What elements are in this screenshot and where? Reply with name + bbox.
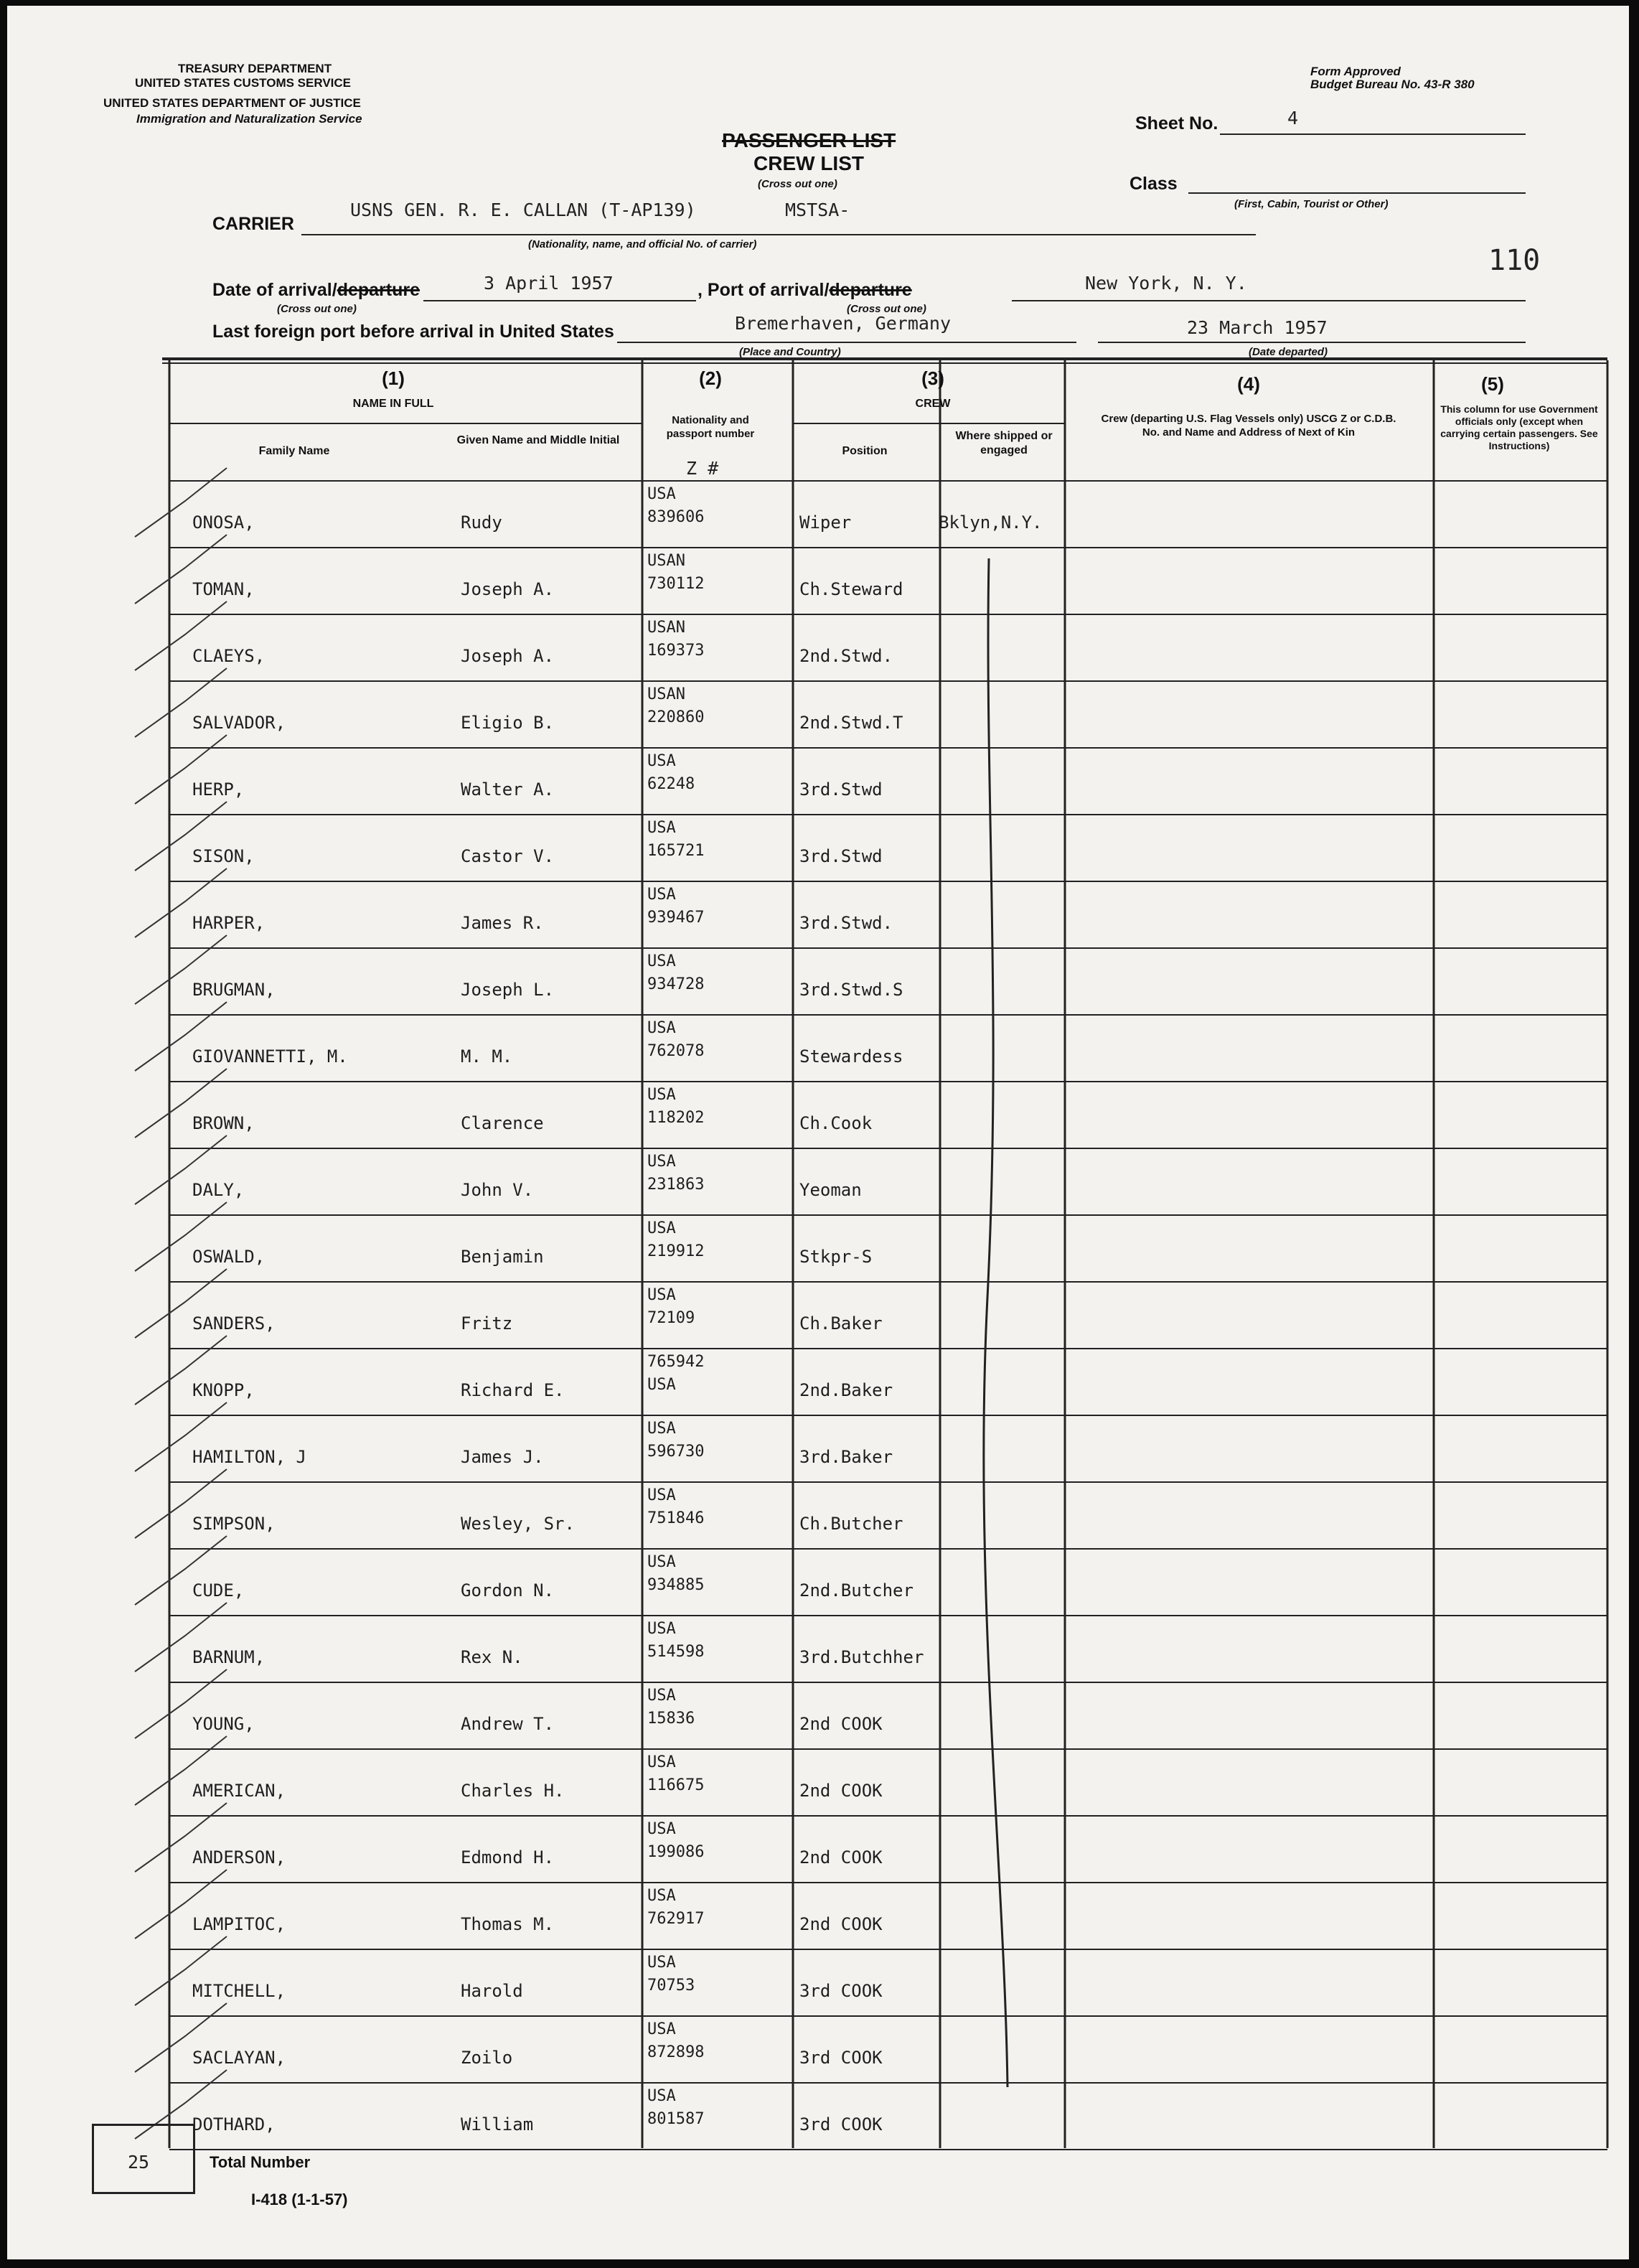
port-cross-note: (Cross out one) xyxy=(847,303,926,315)
given-name: William xyxy=(461,2114,534,2135)
col1-number: (1) xyxy=(382,367,405,389)
ditto-line xyxy=(984,558,1008,2087)
family-name: DOTHARD, xyxy=(192,2114,276,2135)
nationality: USA xyxy=(647,1753,676,1771)
check-mark xyxy=(135,1669,227,1738)
family-name: ANDERSON, xyxy=(192,1847,286,1868)
nationality: USA xyxy=(647,886,676,904)
passport-number: 872898 xyxy=(647,2043,705,2061)
passport-number: 762917 xyxy=(647,1910,705,1928)
given-name: Rudy xyxy=(461,512,502,533)
nationality: USA xyxy=(647,1420,676,1438)
family-name: MITCHELL, xyxy=(192,1981,286,2001)
given-name: Gordon N. xyxy=(461,1580,555,1601)
carrier-label: CARRIER xyxy=(212,214,294,234)
passport-number: 169373 xyxy=(647,642,705,660)
family-name: SISON, xyxy=(192,846,255,866)
given-name: Richard E. xyxy=(461,1380,565,1400)
family-name: HAMILTON, J xyxy=(192,1447,306,1467)
check-mark xyxy=(135,1536,227,1605)
form-approved-label: Form Approved xyxy=(1310,65,1401,78)
given-name: James R. xyxy=(461,913,544,933)
given-name: Zoilo xyxy=(461,2048,513,2068)
nationality: USA xyxy=(647,1019,676,1037)
passenger-list-struck: PASSENGER LIST xyxy=(722,129,896,151)
check-mark xyxy=(135,935,227,1004)
port-departure-struck: departure xyxy=(829,280,912,300)
form-id-label: I-418 (1-1-57) xyxy=(251,2190,348,2208)
nationality: 765942 xyxy=(647,1353,705,1371)
check-mark xyxy=(135,1936,227,2005)
passport-number: 934885 xyxy=(647,1576,705,1594)
check-mark xyxy=(135,1336,227,1405)
sheet-no-value: 4 xyxy=(1287,108,1299,128)
family-name: SIMPSON, xyxy=(192,1514,276,1534)
given-name: Wesley, Sr. xyxy=(461,1514,575,1534)
passport-number: 116675 xyxy=(647,1776,705,1794)
treasury-dept-label: TREASURY DEPARTMENT xyxy=(178,62,332,75)
nationality: USAN xyxy=(647,552,685,570)
check-marks xyxy=(7,6,1629,2259)
check-mark xyxy=(135,1135,227,1204)
position: Stewardess xyxy=(799,1046,903,1067)
family-name: SALVADOR, xyxy=(192,713,286,733)
date-departure-struck: departure xyxy=(337,280,420,300)
position: 3rd.Stwd xyxy=(799,846,883,866)
passport-number: 62248 xyxy=(647,775,695,793)
class-note: (First, Cabin, Tourist or Other) xyxy=(1234,198,1389,210)
check-mark xyxy=(135,1202,227,1271)
given-name: Rex N. xyxy=(461,1647,523,1667)
family-name: CLAEYS, xyxy=(192,646,266,666)
check-mark xyxy=(135,2003,227,2072)
customs-service-label: UNITED STATES CUSTOMS SERVICE xyxy=(135,76,352,90)
passport-number: 514598 xyxy=(647,1643,705,1661)
carrier-org: MSTSA- xyxy=(785,200,850,220)
crew-address-text: Crew (departing U.S. Flag Vessels only) USCG Z or C.D.B. No. and Name and Address of Next of Kin xyxy=(1101,413,1396,439)
nationality: USA xyxy=(647,952,676,970)
family-name: HARPER, xyxy=(192,913,266,933)
date-departed-value: 23 March 1957 xyxy=(1187,317,1328,338)
check-mark xyxy=(135,1603,227,1672)
date-arrival-text: Date of arrival/ xyxy=(212,280,337,300)
family-name: KNOPP, xyxy=(192,1380,255,1400)
position: 3rd.Butchher xyxy=(799,1647,924,1667)
nationality: USA xyxy=(647,1286,676,1304)
position: Wiper xyxy=(799,512,852,533)
position: 2nd COOK xyxy=(799,1714,883,1734)
crew-list-form xyxy=(7,6,1629,2259)
nationality: USA xyxy=(647,819,676,837)
nationality: USAN xyxy=(647,619,685,637)
nationality: USA xyxy=(647,1820,676,1838)
given-name: John V. xyxy=(461,1180,534,1200)
check-mark xyxy=(135,601,227,670)
nationality: USA xyxy=(647,1887,676,1905)
nationality: USA xyxy=(647,1687,676,1705)
col2-number: (2) xyxy=(699,367,722,389)
passport-number: 751846 xyxy=(647,1509,705,1527)
position: 2nd.Stwd. xyxy=(799,646,893,666)
gov-use-text: This column for use Government officials only (except when carrying certain passengers. See Instructions) xyxy=(1440,403,1598,451)
check-mark xyxy=(135,735,227,804)
given-name: Charles H. xyxy=(461,1781,565,1801)
given-name: Walter A. xyxy=(461,779,555,800)
check-mark xyxy=(135,802,227,871)
given-name: Eligio B. xyxy=(461,713,555,733)
passport-number: 839606 xyxy=(647,508,705,526)
position: 2nd COOK xyxy=(799,1781,883,1801)
list-cross-note: (Cross out one) xyxy=(758,178,837,190)
passport-number: 762078 xyxy=(647,1042,705,1060)
nationality: USA xyxy=(647,2087,676,2105)
passport-number: 118202 xyxy=(647,1109,705,1127)
position: 3rd COOK xyxy=(799,2114,883,2135)
nationality: USA xyxy=(647,2020,676,2038)
given-name: Benjamin xyxy=(461,1247,544,1267)
family-name: SACLAYAN, xyxy=(192,2048,286,2068)
family-name: BRUGMAN, xyxy=(192,980,276,1000)
carrier-value: USNS GEN. R. E. CALLAN (T-AP139) xyxy=(350,200,696,220)
budget-bureau-label: Budget Bureau No. 43-R 380 xyxy=(1310,78,1475,91)
position: Ch.Cook xyxy=(799,1113,873,1133)
position: 2nd COOK xyxy=(799,1914,883,1934)
passport-number: 730112 xyxy=(647,575,705,593)
family-name: CUDE, xyxy=(192,1580,245,1601)
z-number-mark: Z # xyxy=(686,458,719,479)
check-mark xyxy=(135,535,227,604)
nationality: USAN xyxy=(647,685,685,703)
last-port-value: Bremerhaven, Germany xyxy=(735,313,952,334)
given-name: Joseph A. xyxy=(461,646,555,666)
class-label: Class xyxy=(1130,174,1178,194)
col5-number: (5) xyxy=(1481,373,1504,395)
sheet-no-label: Sheet No. xyxy=(1135,113,1218,133)
check-mark xyxy=(135,1736,227,1805)
given-name: M. M. xyxy=(461,1046,513,1067)
nationality: USA xyxy=(647,1553,676,1571)
passport-number: 596730 xyxy=(647,1443,705,1461)
nationality: USA xyxy=(647,752,676,770)
family-name: GIOVANNETTI, M. xyxy=(192,1046,348,1067)
position: Ch.Baker xyxy=(799,1313,883,1334)
family-name: BARNUM, xyxy=(192,1647,266,1667)
check-mark xyxy=(135,668,227,737)
check-mark xyxy=(135,1269,227,1338)
given-name: Castor V. xyxy=(461,846,555,866)
nationality: USA xyxy=(647,1086,676,1104)
check-mark xyxy=(135,1803,227,1872)
arrival-port-value: New York, N. Y. xyxy=(1085,273,1247,294)
check-mark xyxy=(135,1069,227,1138)
ins-label: Immigration and Naturalization Service xyxy=(136,112,362,126)
given-name: James J. xyxy=(461,1447,544,1467)
passport-number: 939467 xyxy=(647,909,705,927)
total-number-label: Total Number xyxy=(210,2153,311,2171)
nationality: USA xyxy=(647,1219,676,1237)
where-shipped-text: Where shipped or engaged xyxy=(955,430,1053,456)
nationality: USA xyxy=(647,485,676,503)
passport-number: 219912 xyxy=(647,1242,705,1260)
passport-number: 72109 xyxy=(647,1309,695,1327)
passport-number: 801587 xyxy=(647,2110,705,2128)
date-departed-note: (Date departed) xyxy=(1249,346,1328,358)
port-arrival-text: , Port of arrival/ xyxy=(698,280,830,300)
date-cross-note: (Cross out one) xyxy=(277,303,357,315)
where-shipped: Bklyn,N.Y. xyxy=(939,512,1043,533)
last-port-label: Last foreign port before arrival in United States xyxy=(212,322,614,342)
nationality: USA xyxy=(647,1954,676,1972)
family-name: ONOSA, xyxy=(192,512,255,533)
family-name: OSWALD, xyxy=(192,1247,266,1267)
position: 3rd.Stwd xyxy=(799,779,883,800)
position: 3rd.Baker xyxy=(799,1447,893,1467)
col3-number: (3) xyxy=(921,367,944,389)
family-name: AMERICAN, xyxy=(192,1781,286,1801)
given-name-text: Given Name and Middle Initial xyxy=(456,434,620,446)
passport-number: 934728 xyxy=(647,975,705,993)
position: 3rd COOK xyxy=(799,2048,883,2068)
check-mark xyxy=(135,1402,227,1471)
nationality: USA xyxy=(647,1153,676,1171)
check-mark xyxy=(135,1002,227,1071)
family-name: BROWN, xyxy=(192,1113,255,1133)
passport-number: 70753 xyxy=(647,1977,695,1995)
position: 3rd COOK xyxy=(799,1981,883,2001)
given-name: Thomas M. xyxy=(461,1914,555,1934)
position: 3rd.Stwd. xyxy=(799,913,893,933)
family-name-heading: Family Name xyxy=(258,445,330,457)
position: Stkpr-S xyxy=(799,1247,873,1267)
position: 3rd.Stwd.S xyxy=(799,980,903,1000)
col1-heading: NAME IN FULL xyxy=(352,398,434,410)
nationality: USA xyxy=(647,1620,676,1638)
family-name: YOUNG, xyxy=(192,1714,255,1734)
crew-heading: CREW xyxy=(915,398,951,410)
check-mark xyxy=(135,1469,227,1538)
position: 2nd.Stwd.T xyxy=(799,713,903,733)
check-mark xyxy=(135,868,227,937)
total-number-value: 25 xyxy=(128,2152,150,2173)
family-name: LAMPITOC, xyxy=(192,1914,286,1934)
passport-number: 199086 xyxy=(647,1843,705,1861)
crew-list-title: CREW LIST xyxy=(753,152,864,174)
family-name: HERP, xyxy=(192,779,245,800)
nationality-text: Nationality and passport number xyxy=(666,414,755,440)
position-heading: Position xyxy=(842,445,888,457)
col4-number: (4) xyxy=(1237,373,1260,395)
position: 2nd COOK xyxy=(799,1847,883,1868)
check-mark xyxy=(135,1870,227,1939)
passport-number: USA xyxy=(647,1376,676,1394)
page-number: 110 xyxy=(1488,244,1541,277)
arrival-date-value: 3 April 1957 xyxy=(484,273,614,294)
nationality: USA xyxy=(647,1486,676,1504)
position: Ch.Butcher xyxy=(799,1514,903,1534)
given-name: Clarence xyxy=(461,1113,544,1133)
family-name: SANDERS, xyxy=(192,1313,276,1334)
carrier-note: (Nationality, name, and official No. of carrier) xyxy=(528,238,757,250)
position: 2nd.Butcher xyxy=(799,1580,914,1601)
check-mark xyxy=(135,468,227,537)
family-name: TOMAN, xyxy=(192,579,255,599)
passport-number: 231863 xyxy=(647,1176,705,1194)
position: Yeoman xyxy=(799,1180,862,1200)
given-name: Harold xyxy=(461,1981,523,2001)
passport-number: 220860 xyxy=(647,708,705,726)
given-name: Fritz xyxy=(461,1313,513,1334)
given-name: Joseph L. xyxy=(461,980,555,1000)
passport-number: 165721 xyxy=(647,842,705,860)
passport-number: 15836 xyxy=(647,1710,695,1728)
given-name: Andrew T. xyxy=(461,1714,555,1734)
given-name: Joseph A. xyxy=(461,579,555,599)
justice-dept-label: UNITED STATES DEPARTMENT OF JUSTICE xyxy=(103,96,361,110)
given-name: Edmond H. xyxy=(461,1847,555,1868)
position: 2nd.Baker xyxy=(799,1380,893,1400)
last-port-note: (Place and Country) xyxy=(739,346,841,358)
position: Ch.Steward xyxy=(799,579,903,599)
family-name: DALY, xyxy=(192,1180,245,1200)
